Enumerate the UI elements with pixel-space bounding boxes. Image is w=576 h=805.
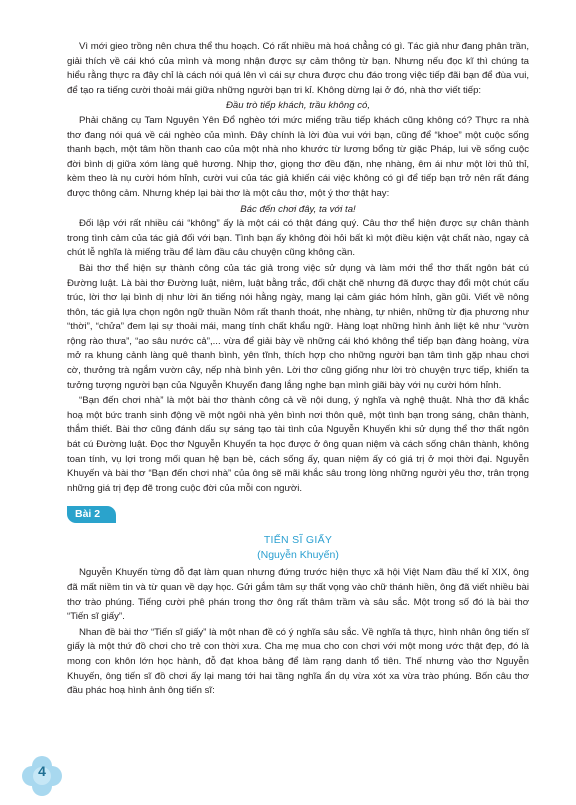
section-badge: Bài 2 bbox=[67, 506, 116, 523]
page-number-badge bbox=[20, 754, 64, 798]
page-body bbox=[67, 40, 529, 700]
poem-quote: Đầu trò tiếp khách, trầu không có, bbox=[226, 100, 370, 112]
paragraph: Vì mới gieo trồng nên chưa thể thu hoạch. Có rất nhiều mà hoá chẳng có gì. Tác giả như đang phân trần, giải thích về cái khó của mình và mong nhận được sự cảm thông từ bạn. Nhưng nếu đọc kĩ thì chúng ta hiểu rằng thực ra đây chỉ là cách nói quá lên vì cái sự chưa được chu đáo trong việc tiếp đãi bạn để đùa vui, để tạo ra tiếng cười thoải mái giữa những người bạn tri kỉ. Không dừng lại ở đó, nhà thơ viết tiếp: bbox=[67, 41, 529, 96]
paragraph: Nhan đề bài thơ “Tiến sĩ giấy” là một nhan đề có ý nghĩa sâu sắc. Về nghĩa tả thực, hình nhân ông tiến sĩ giấy là một thứ đồ chơi cho trẻ con thời xưa. Cha mẹ mua cho con chơi với một mong ước thật đẹp, đó là mong con khôn lớn học hành, đỗ đạt khoa bảng để làm rạng danh tổ tiên. Thế nhưng vào thơ Nguyễn Khuyến, ông tiến sĩ đồ chơi ấy lại mang tới hai tầng nghĩa ẩn dụ vừa xót xa vừa trào phúng. Bốn câu thơ đầu phác hoạ hình ảnh ông tiến sĩ: bbox=[67, 626, 529, 697]
page-number: 4 bbox=[38, 763, 46, 779]
poem-title: TIẾN SĨ GIẤY bbox=[263, 534, 333, 547]
paragraph: Đối lập với rất nhiều cái “không” ấy là một cái có thật đáng quý. Câu thơ thể hiện được sự chân thành trong tình cảm của tác giả đối với bạn. Tình bạn ấy không đòi hỏi bất kì một điều kiện vật chất nào, ngay cả chút lễ nghĩa là miếng trầu để làm đầu câu chuyện cũng không cần. bbox=[67, 218, 529, 259]
paragraph: Nguyễn Khuyến từng đỗ đạt làm quan nhưng đứng trước hiện thực xã hội Việt Nam đầu thế kỉ XIX, ông đã mất niềm tin và từ quan về dạy học. Gửi gắm tâm sự thất vọng vào chữ thánh hiền, ông đã viết nhiều bài thơ trào phúng. Tiếng cười phê phán trong thơ ông rất thâm trầm và sâu sắc. Một trong số đó là bài thơ “Tiến sĩ giấy”. bbox=[67, 567, 529, 623]
poem-quote: Bác đến chơi đây, ta với ta! bbox=[240, 203, 356, 215]
paragraph: Bài thơ thể hiện sự thành công của tác giả trong việc sử dụng và làm mới thể thơ thất ngôn bát cú Đường luật. Là bài thơ Đường luật, niêm, luật bằng trắc, đối chặt chẽ nhưng đã được thay đổi một chút cấu trúc, lời thơ lại bình dị như lời ăn tiếng nói hằng ngày, mang lại cảm giác hóm hỉnh, gần gũi. Viết về nông thôn, tác giả lựa chọn ngôn ngữ thuần Nôm rất thanh thoát, nhẹ nhàng, tự nhiên, những từ địa phương như “thời”, “chửa” đem lại sự thoải mái, mang tính chất khẩu ngữ. Hàng loạt những hình ảnh liệt kê như “vườn rộng rào thưa”, “ao sâu nước cả”,... vừa để giải bày về những cái khó không thể tiếp bạn đàng hoàng, vừa mở ra khung cảnh làng quê thanh bình, yên tĩnh, thích hợp cho những người bạn tâm tình gặp nhau chơi cờ, thưởng trà ngắm vườn cây, nếp nhà bình yên. Lời thơ cũng giống như lời trò chuyện trực tiếp, khiến ta tưởng tượng người bạn của Nguyễn Khuyến đang lắng nghe bạn mình giãi bày với nụ cười hóm hỉnh. bbox=[67, 262, 529, 391]
paragraph: “Bạn đến chơi nhà” là một bài thơ thành công cả về nội dung, ý nghĩa và nghệ thuật. Nhà thơ đã khắc hoạ một bức tranh sinh động về một ngôi nhà yên bình nơi thôn quê, một tình bạn trong sáng, chân thành, thắm thiết. Bài thơ cũng đánh dấu sự sáng tạo tài tình của Nguyễn Khuyến khi sử dụng thể thơ thất ngôn bát cú Đường luật. Đọc thơ Nguyễn Khuyến ta học được ở ông quan niệm và cách sống chân thành, không toan tính, vụ lợi trong mối quan hệ bạn bè, cách sống ấy, quan niệm ấy có giá trị ở mọi thời đại. Nguyễn Khuyến và bài thơ “Bạn đến chơi nhà” của ông sẽ mãi khắc sâu trong lòng những người yêu thơ, trân trọng những giá trị đẹp đẽ trong cuộc đời của mỗi con người. bbox=[67, 395, 529, 494]
paragraph: Phải chăng cụ Tam Nguyên Yên Đổ nghèo tới mức miếng trầu tiếp khách cũng không có? Thực ra nhà thơ đang nói quá về cái nghèo của mình. Đây chính là lời đùa vui với bạn, cũng để “khoe” một cuộc sống thanh bạch, một tâm hồn thanh cao của một nhà nho khước từ lương bổng từ giặc Pháp, lui về sống cuộc đời bình dị giữa xóm làng quê hương. Nhịp thơ, giọng thơ đều đặn, nhẹ nhàng, êm ái như một lời thủ thỉ, kèm theo là nụ cười hóm hỉnh, cười vui của tác giả khiến cái việc không có gì để tiếp bạn trở nên rất đáng được thông cảm. Nhưng khép lại bài thơ là một câu thơ, một ý thơ thật hay: bbox=[67, 114, 529, 199]
poem-author: (Nguyễn Khuyến) bbox=[257, 549, 339, 562]
